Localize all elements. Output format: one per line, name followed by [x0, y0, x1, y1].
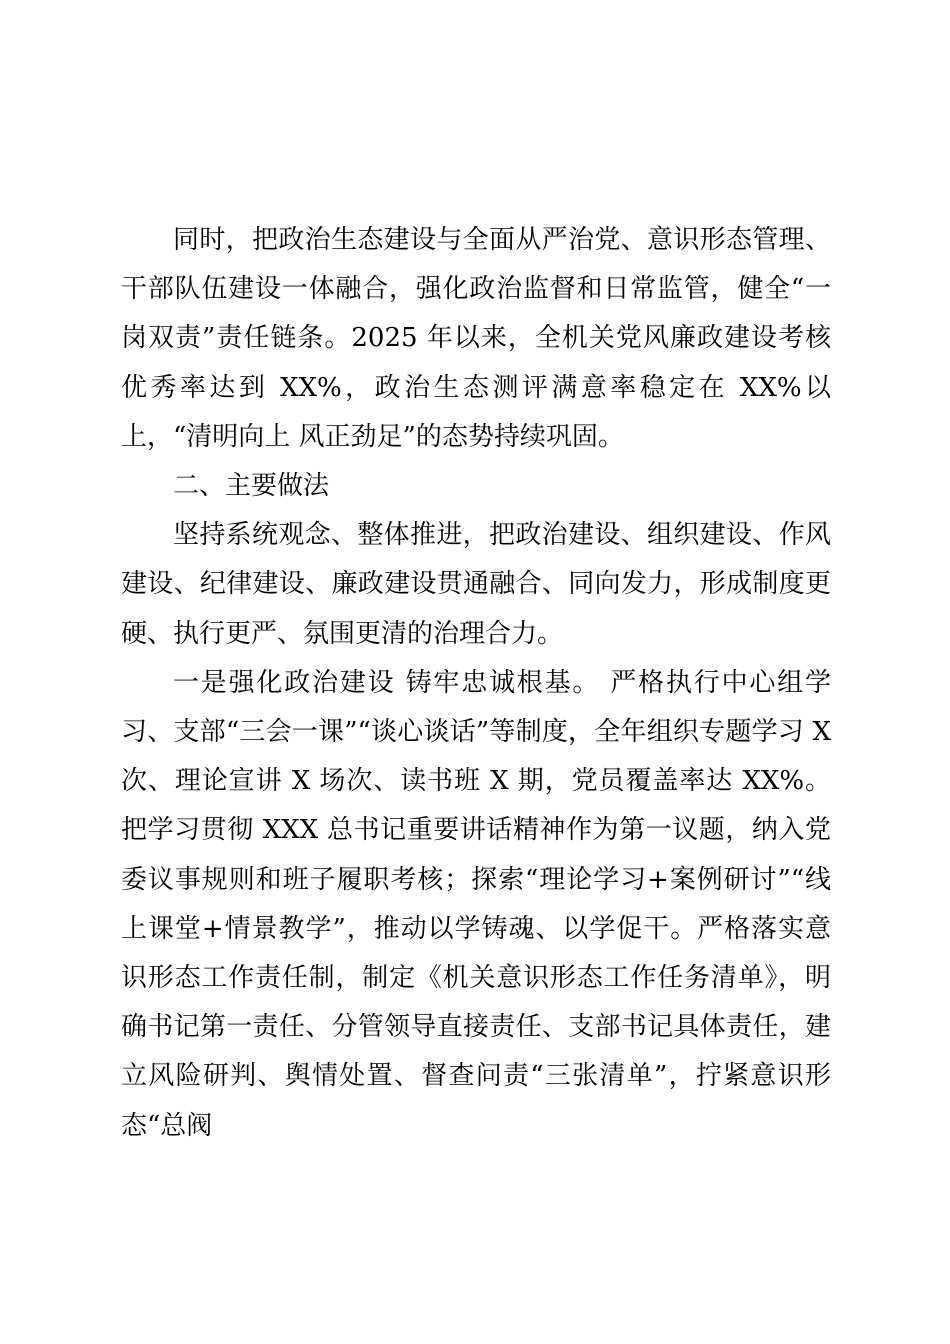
section-heading-main-practices: 二、主要做法: [173, 471, 330, 502]
paragraph-system-concept: 坚持系统观念、整体推进，把政治建设、组织建设、作风建设、纪律建设、廉政建设贯通融合、同向发力，形成制度更硬、执行更严、氛围更清的治理合力。: [121, 520, 831, 649]
paragraph-political-construction: 一是强化政治建设 铸牢忠诚根基。 严格执行中心组学习、支部“三会一课”“谈心谈话”等制度，全年组织专题学习 X 次、理论宣讲 X 场次、读书班 X 期，党员覆盖率达 XX%。把学习贯彻 XXX 总书记重要讲话精神作为第一议题，纳入党委议事规则和班子履职考核；探索“理论学习+案例研讨”“线上课堂+情景教学”，推动以学铸魂、以学促干。严格落实意识形态工作责任制，制定《机关意识形态工作任务清单》，明确书记第一责任、分管领导直接责任、支部书记具体责任，建立风险研判、舆情处置、督查问责“三张清单”，拧紧意识形态“总阀: [121, 667, 831, 1141]
document-body: [121, 216, 831, 1151]
paragraph-political-ecology: 同时，把政治生态建设与全面从严治党、意识形态管理、干部队伍建设一体融合，强化政治监督和日常监管，健全“一岗双责”责任链条。2025 年以来，全机关党风廉政建设考核优秀率达到 XX%，政治生态测评满意率稳定在 XX%以上，“清明向上 风正劲足”的态势持续巩固。: [121, 225, 831, 452]
